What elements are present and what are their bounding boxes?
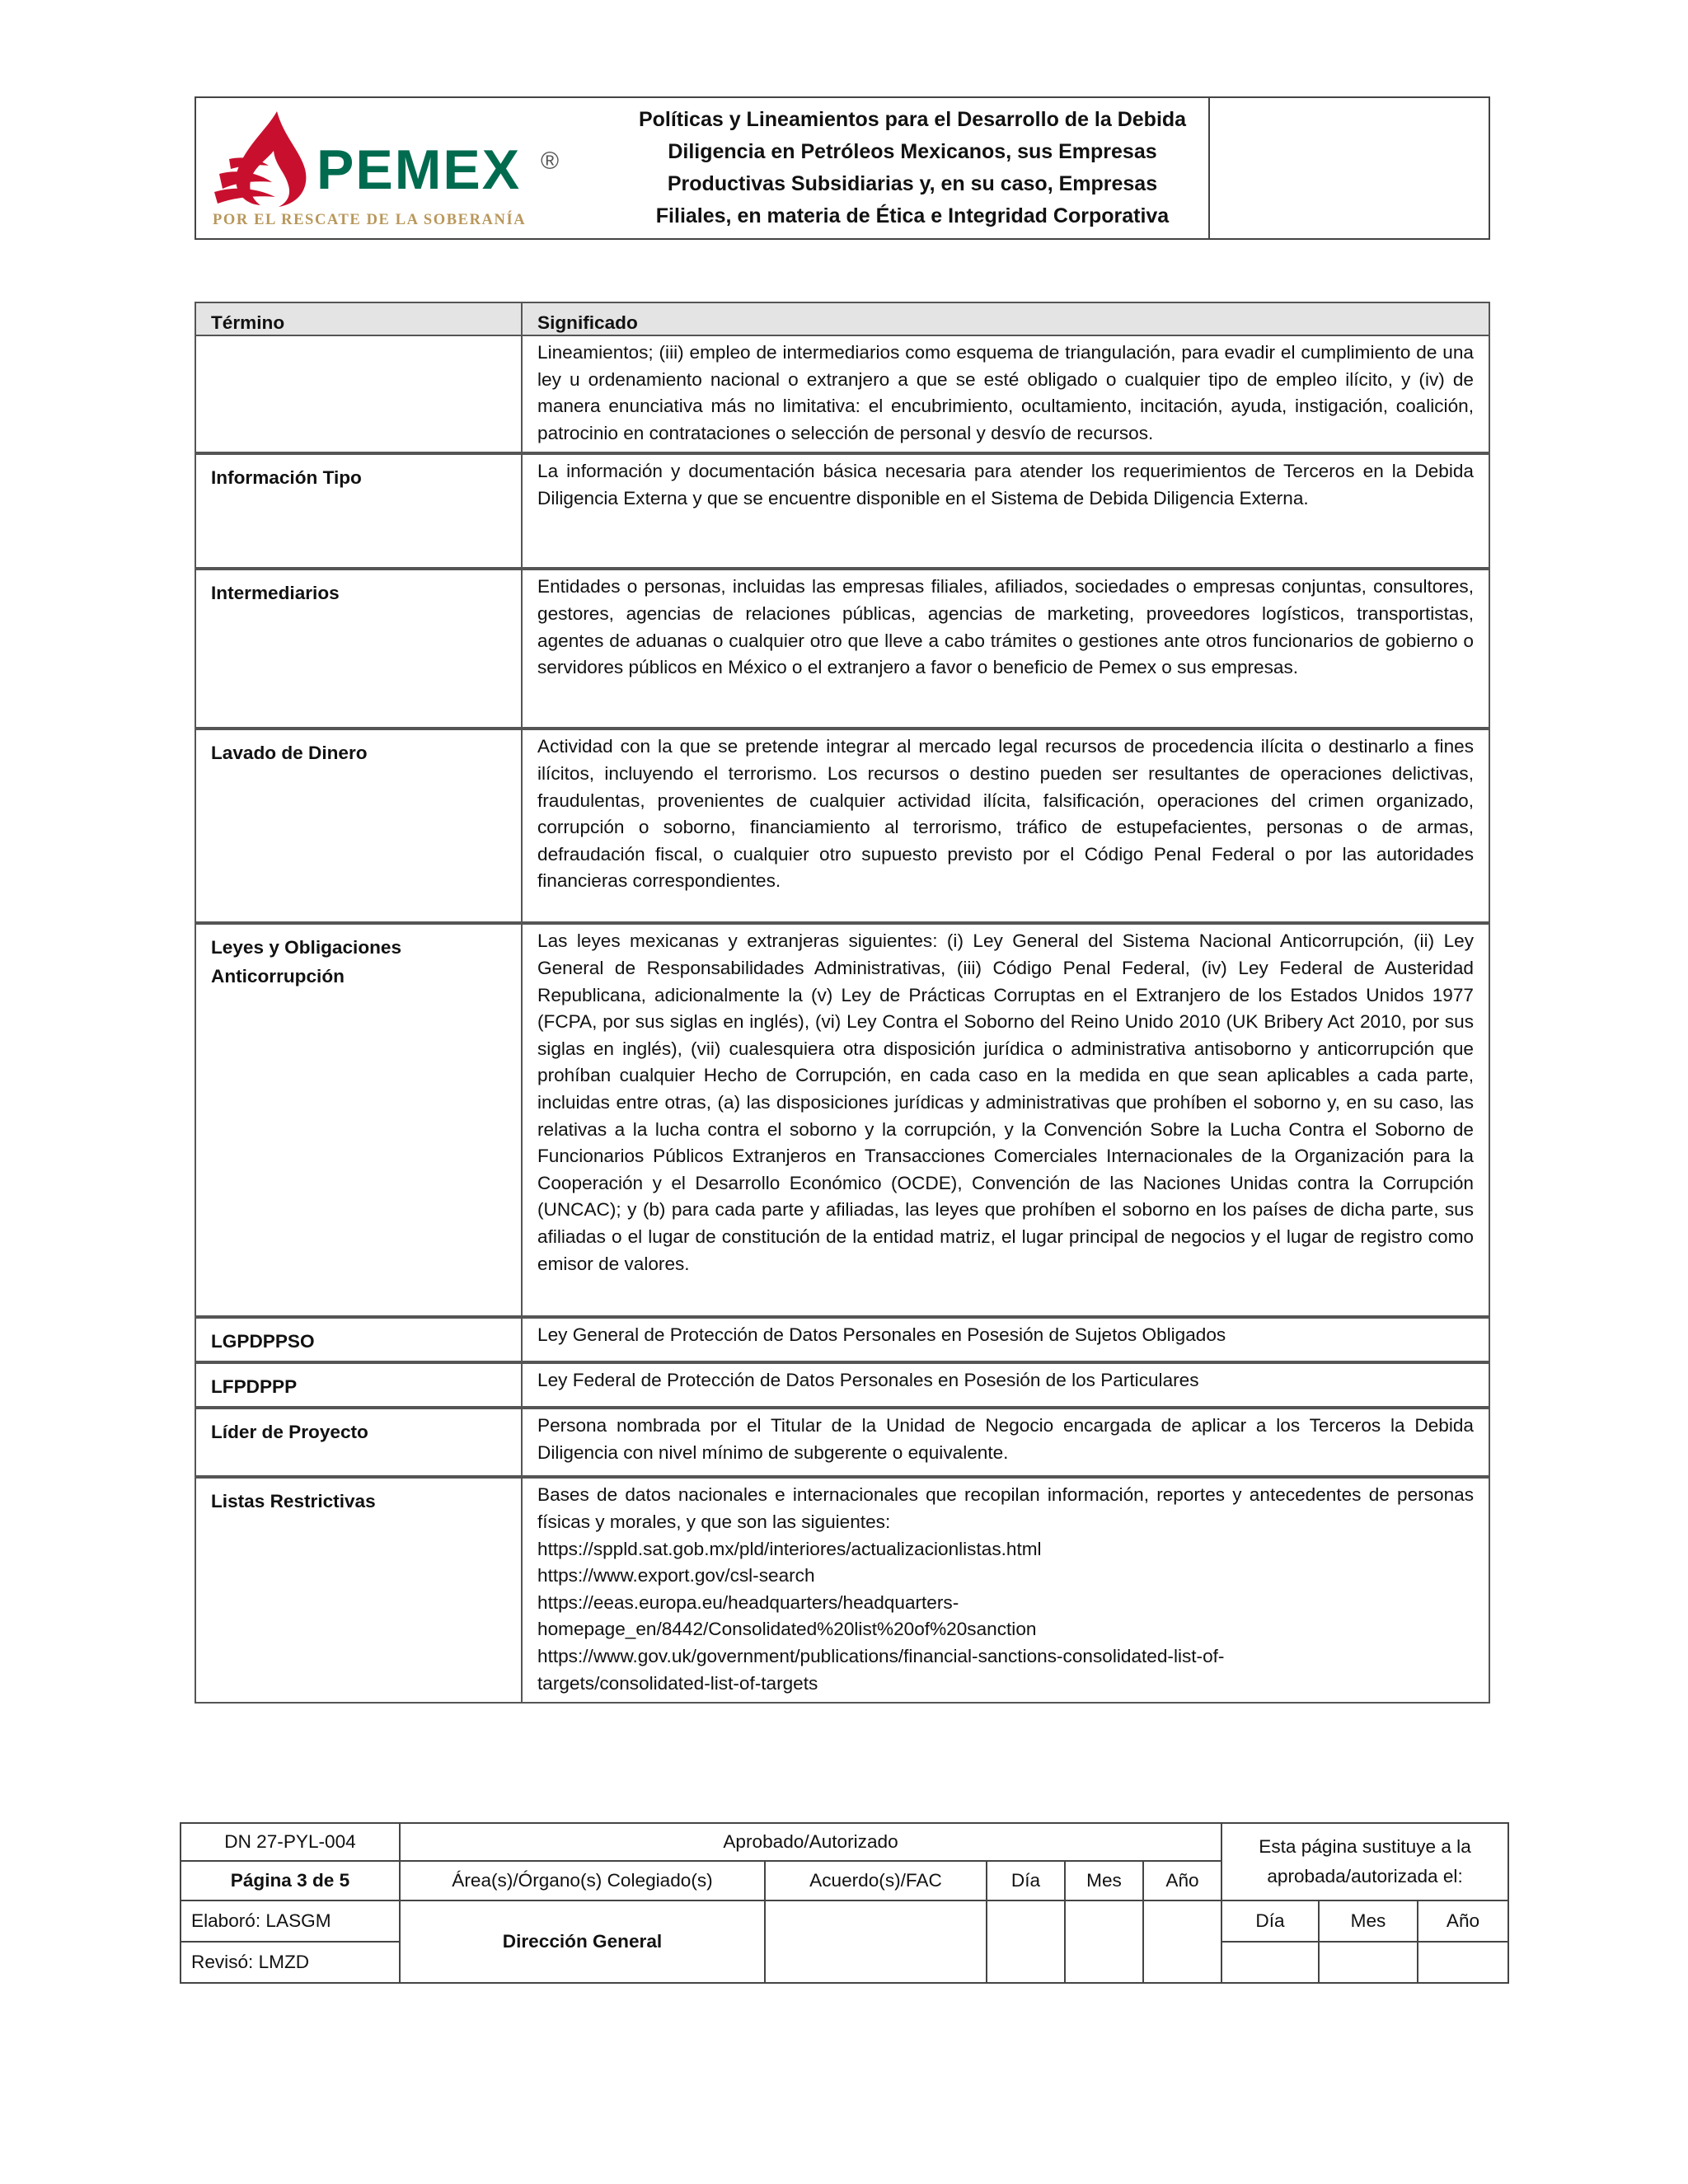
approved-label: Aprobado/Autorizado: [400, 1823, 1221, 1861]
svg-text:PEMEX: PEMEX: [316, 138, 522, 201]
restrictive-list-link[interactable]: https://eeas.europa.eu/headquarters/headquarters-: [537, 1591, 959, 1613]
replaced-month-label: Mes: [1319, 1900, 1418, 1942]
slogan: POR EL RESCATE DE LA SOBERANÍA: [213, 212, 527, 228]
title-line: Políticas y Lineamientos para el Desarrollo de la Debida: [638, 108, 1187, 131]
term-cell: LFPDPPP: [195, 1362, 522, 1408]
table-row: [195, 729, 1489, 923]
terms-table: [195, 302, 1490, 1704]
replaces-line: aprobada/autorizada el:: [1267, 1866, 1463, 1886]
definition-text: Bases de datos nacionales e internacionales que recopilan información, reportes y antecedentes de personas físicas y morales, y que son las siguientes:: [537, 1484, 1474, 1532]
restrictive-list-link[interactable]: https://www.gov.uk/government/publications/financial-sanctions-consolidated-list-of-: [537, 1645, 1225, 1666]
term-cell: Intermediarios: [195, 569, 522, 729]
document-code: DN 27-PYL-004: [181, 1823, 400, 1861]
month-value: [1065, 1900, 1143, 1983]
definition-cell: [522, 1477, 1489, 1703]
restrictive-list-link[interactable]: targets/consolidated-list-of-targets: [537, 1672, 818, 1694]
reviso-field: Revisó: LMZD: [181, 1942, 400, 1983]
day-label: Día: [987, 1861, 1065, 1900]
title-line: Productivas Subsidiarias y, en su caso, Empresas: [667, 172, 1158, 195]
table-row: [195, 453, 1489, 569]
term-cell: Líder de Proyecto: [195, 1408, 522, 1477]
definition-cell: La información y documentación básica necesaria para atender los requerimientos de Terceros en la Debida Diligencia Externa y que se encuentre disponible en el Sistema de Debida Diligencia Externa.: [522, 453, 1489, 569]
pemex-logo: [196, 98, 617, 238]
definition-cell: Persona nombrada por el Titular de la Unidad de Negocio encargada de aplicar a los Terceros la Debida Diligencia con nivel mínimo de subgerente o equivalente.: [522, 1408, 1489, 1477]
replaced-year-value: [1418, 1942, 1508, 1983]
approval-footer: [180, 1822, 1509, 1984]
restrictive-list-link[interactable]: https://sppld.sat.gob.mx/pld/interiores/actualizacionlistas.html: [537, 1538, 1042, 1559]
definition-cell: Actividad con la que se pretende integrar al mercado legal recursos de procedencia ilícita o destinarlo a fines ilícitos, incluyendo el terrorismo. Los recursos o destino pueden ser resultantes de operaciones delictivas, fraudulentas, provenientes de cualquier actividad ilícita, falsificación, operaciones del crimen organizado, corrupción o soborno, financiamiento al terrorismo, tráfico de estupefacientes, personas o de armas, defraudación fiscal, o cualquier otro supuesto previsto por el Código Penal Federal o por las autoridades financieras correspondientes.: [522, 729, 1489, 923]
replaced-month-value: [1319, 1942, 1418, 1983]
replaced-day-value: [1221, 1942, 1319, 1983]
day-value: [987, 1900, 1065, 1983]
column-header-term: Término: [195, 302, 522, 335]
elaboro-field: Elaboró: LASGM: [181, 1900, 400, 1942]
table-row: [195, 335, 1489, 453]
header-blank-cell: [1208, 98, 1489, 238]
replaces-line: Esta página sustituye a la: [1259, 1836, 1471, 1857]
term-cell: Leyes y Obligaciones Anticorrupción: [195, 923, 522, 1317]
document-header: [195, 96, 1490, 240]
restrictive-list-link[interactable]: homepage_en/8442/Consolidated%20list%20of%20sanction: [537, 1619, 1037, 1640]
table-row: [195, 1408, 1489, 1477]
table-row: [195, 923, 1489, 1317]
agreement-value: [765, 1900, 987, 1983]
year-label: Año: [1143, 1861, 1221, 1900]
page-number: Página 3 de 5: [181, 1861, 400, 1900]
term-cell: LGPDPPSO: [195, 1317, 522, 1362]
area-label: Área(s)/Órgano(s) Colegiado(s): [400, 1861, 765, 1900]
restrictive-list-link[interactable]: https://www.export.gov/csl-search: [537, 1565, 815, 1586]
term-cell: [195, 335, 522, 453]
definition-cell: Lineamientos; (iii) empleo de intermediarios como esquema de triangulación, para evadir el cumplimiento de una ley u ordenamiento nacional o extranjero a que se esté obligado o cualquier tipo de empleo ilícito, y (iv) de manera enunciativa más no limitativa: el encubrimiento, ocultamiento, incitación, ayuda, instigación, coalición, patrocinio en contrataciones o selección de personal y desvío de recursos.: [522, 335, 1489, 453]
replaced-day-label: Día: [1221, 1900, 1319, 1942]
month-label: Mes: [1065, 1861, 1143, 1900]
table-row: [195, 1362, 1489, 1408]
definition-cell: Las leyes mexicanas y extranjeras siguientes: (i) Ley General del Sistema Nacional Anticorrupción, (ii) Ley General de Responsabilidades Administrativas, (iii) Código Penal Federal, (iv) Ley Federal de Austeridad Republicana, adicionalmente la (v) Ley de Prácticas Corruptas en el Extranjero de los Estados Unidos 1977 (FCPA, por sus siglas en inglés), (vi) Ley Contra el Soborno del Reino Unido 2010 (UK Bribery Act 2010, por sus siglas en inglés), (vii) cualesquiera otra disposición jurídica o administrativa antisoborno y anticorrupción que prohíban cualquier Hecho de Corrupción, en cada caso en la medida en que sean aplicables a cada parte, incluidas entre otras, (a) las disposiciones jurídicas y administrativas que prohíben el soborno y, en su caso, las relativas a la lucha contra el soborno y la corrupción, y la Convención Sobre la Lucha Contra el Soborno de Funcionarios Públicos Extranjeros en Transacciones Comerciales Internacionales de la Organización para la Cooperación y el Desarrollo Económico (OCDE), Convención de las Naciones Unidas contra la Corrupción (UNCAC); y (b) para cada parte y afiliadas, las leyes que prohíben el soborno en los países de dicha parte, sus afiliadas o el lugar de constitución de la entidad matriz, el lugar principal de negocios y el lugar de registro como emisor de valores.: [522, 923, 1489, 1317]
document-title: [617, 98, 1208, 238]
column-header-meaning: Significado: [522, 302, 1489, 335]
definition-cell: Entidades o personas, incluidas las empresas filiales, afiliados, sociedades o empresas conjuntas, consultores, gestores, agencias de relaciones públicas, agencias de marketing, proveedores logísticos, transportistas, agentes de aduanas o cualquier otro que lleve a cabo trámites o gestiones ante otros funcionarios de gobierno o servidores públicos en México o el extranjero a favor o beneficio de Pemex o sus empresas.: [522, 569, 1489, 729]
replaces-label: [1221, 1823, 1508, 1900]
definition-cell: Ley General de Protección de Datos Personales en Posesión de Sujetos Obligados: [522, 1317, 1489, 1362]
title-line: Diligencia en Petróleos Mexicanos, sus Empresas: [668, 140, 1157, 163]
year-value: [1143, 1900, 1221, 1983]
term-cell: Listas Restrictivas: [195, 1477, 522, 1703]
registered-mark: ®: [541, 148, 560, 175]
definition-cell: Ley Federal de Protección de Datos Personales en Posesión de los Particulares: [522, 1362, 1489, 1408]
term-cell: Información Tipo: [195, 453, 522, 569]
table-row: [195, 1477, 1489, 1703]
table-row: [195, 1317, 1489, 1362]
replaced-year-label: Año: [1418, 1900, 1508, 1942]
direction-cell: Dirección General: [400, 1900, 765, 1983]
title-line: Filiales, en materia de Ética e Integridad Corporativa: [655, 204, 1170, 227]
table-row: [195, 569, 1489, 729]
term-cell: Lavado de Dinero: [195, 729, 522, 923]
agreement-label: Acuerdo(s)/FAC: [765, 1861, 987, 1900]
